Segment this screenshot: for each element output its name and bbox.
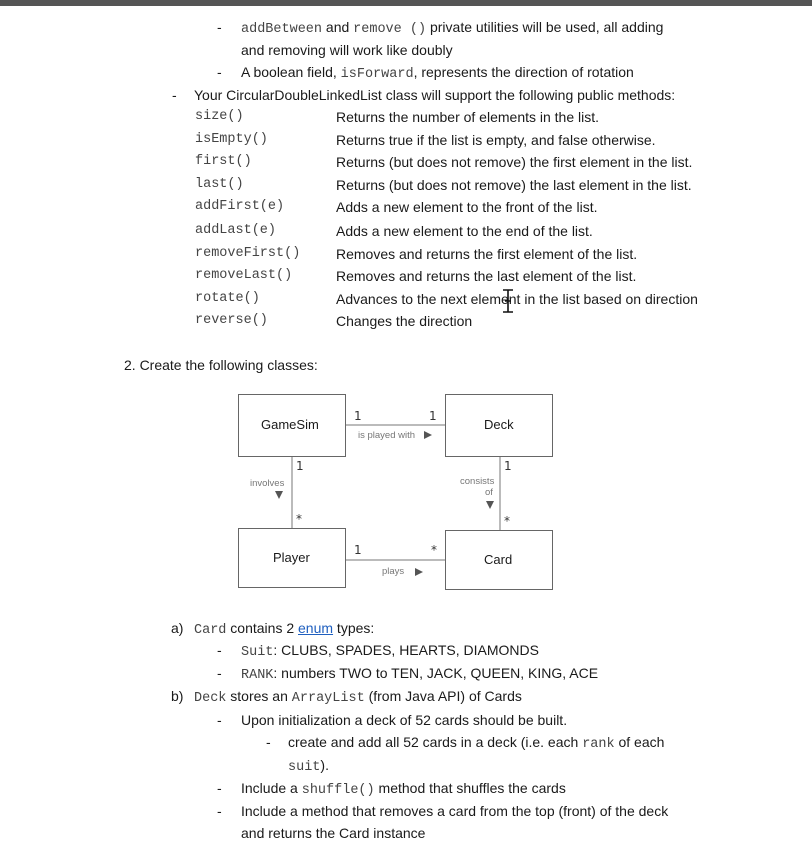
rank-enum-line: RANK: numbers TWO to TEN, JACK, QUEEN, KING, ACE xyxy=(241,665,599,683)
method-name: removeFirst() xyxy=(195,246,301,261)
relation-label-left: involves xyxy=(250,478,285,489)
remove-card-line-cont: and returns the Card instance xyxy=(241,825,426,841)
uml-class-label: Player xyxy=(273,550,310,565)
part-a-line: Card contains 2 enum types: xyxy=(194,620,375,638)
method-name: rotate() xyxy=(195,291,260,306)
method-name: removeLast() xyxy=(195,268,293,283)
uml-class-label: Card xyxy=(484,552,513,567)
method-name: size() xyxy=(195,109,244,124)
arrow-left xyxy=(275,491,283,499)
method-desc: Returns the number of elements in the list. xyxy=(336,109,600,125)
relation-label-right: of xyxy=(485,487,493,498)
shuffle-line: Include a shuffle() method that shuffles the cards xyxy=(241,780,566,798)
part-b-line: Deck stores an ArrayList (from Java API) of Cards xyxy=(194,688,522,706)
init-line: Upon initialization a deck of 52 cards should be built. xyxy=(241,712,568,728)
uml-class-label: GameSim xyxy=(261,417,319,432)
method-name: isEmpty() xyxy=(195,132,268,147)
method-desc: Adds a new element to the front of the list. xyxy=(336,199,598,215)
relation-label-bottom: plays xyxy=(382,566,405,577)
method-name: last() xyxy=(195,177,244,192)
method-desc: Adds a new element to the end of the list. xyxy=(336,223,593,239)
remove-card-line: Include a method that removes a card from the top (front) of the deck xyxy=(241,803,669,819)
method-desc: Changes the direction xyxy=(336,313,473,329)
bullet-isforward: A boolean field, isForward, represents the direction of rotation xyxy=(241,64,634,82)
method-name: first() xyxy=(195,154,252,169)
uml-class-player xyxy=(238,528,346,588)
method-desc: Advances to the next element in the list based on direction xyxy=(336,291,698,307)
bullet-addbetween-cont: and removing will work like doubly xyxy=(241,42,453,58)
bullet-dash: - xyxy=(217,642,222,658)
relation-label-right: consists xyxy=(460,476,495,487)
multiplicity: * xyxy=(431,543,437,557)
bullet-dash: - xyxy=(266,734,271,750)
bullet-dash: - xyxy=(217,19,222,35)
arrow-top xyxy=(424,431,432,439)
bullet-dash: - xyxy=(217,665,222,681)
multiplicity: 1 xyxy=(429,409,437,423)
uml-class-gamesim xyxy=(238,394,346,457)
multiplicity: 1 xyxy=(354,543,362,557)
uml-class-label: Deck xyxy=(484,417,514,432)
method-name: reverse() xyxy=(195,313,268,328)
bullet-dash: - xyxy=(217,64,222,80)
method-desc: Returns (but does not remove) the first element in the list. xyxy=(336,154,693,170)
suit-enum-line: Suit: CLUBS, SPADES, HEARTS, DIAMONDS xyxy=(241,642,539,660)
arrow-bottom xyxy=(415,568,423,576)
multiplicity: * xyxy=(504,514,510,528)
bullet-dash: - xyxy=(217,803,222,819)
bullet-dash: - xyxy=(172,87,177,103)
method-name: addLast(e) xyxy=(195,223,277,238)
enum-link[interactable]: enum xyxy=(298,620,334,636)
method-desc: Removes and returns the last element of the list. xyxy=(336,268,637,284)
method-name: addFirst(e) xyxy=(195,199,285,214)
method-desc: Returns true if the list is empty, and false otherwise. xyxy=(336,132,656,148)
bullet-addbetween: addBetween and remove () private utilities will be used, all adding xyxy=(241,19,664,37)
create-cards-line: create and add all 52 cards in a deck (i.e. each rank of each xyxy=(288,734,665,752)
bullet-dash: - xyxy=(217,780,222,796)
create-cards-line-cont: suit). xyxy=(288,757,329,775)
multiplicity: 1 xyxy=(296,459,304,473)
method-desc: Returns (but does not remove) the last element in the list. xyxy=(336,177,692,193)
bullet-dash: - xyxy=(217,712,222,728)
multiplicity: 1 xyxy=(504,459,512,473)
section-2-heading: 2. Create the following classes: xyxy=(124,357,318,373)
multiplicity: 1 xyxy=(354,409,362,423)
method-desc: Removes and returns the first element of the list. xyxy=(336,246,638,262)
relation-label-top: is played with xyxy=(358,430,416,441)
part-b-label: b) xyxy=(171,688,184,704)
uml-class-card xyxy=(445,530,553,590)
arrow-right xyxy=(486,501,494,509)
uml-class-deck xyxy=(445,394,553,457)
class-support-line: Your CircularDoubleLinkedList class will support the following public methods: xyxy=(194,87,676,103)
part-a-label: a) xyxy=(171,620,184,636)
multiplicity: * xyxy=(296,512,302,526)
